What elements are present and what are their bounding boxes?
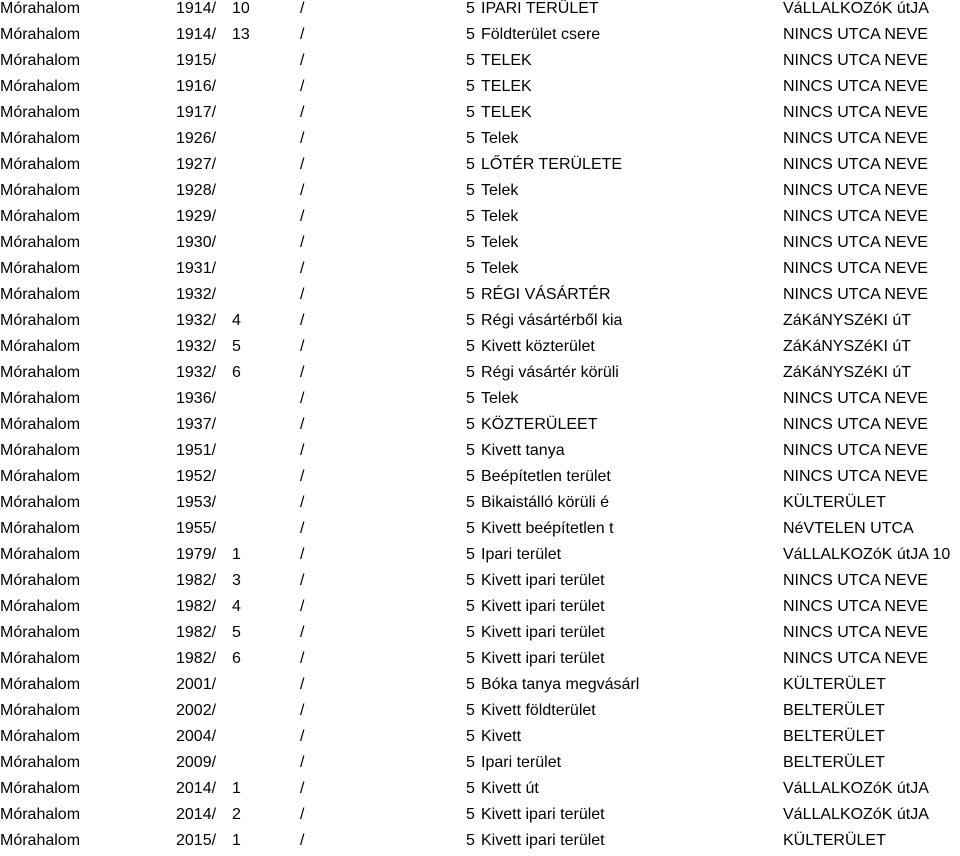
table-row — [0, 232, 960, 258]
table-row — [0, 674, 960, 700]
street-cell: ZáKáNYSZéKI úT — [783, 312, 912, 329]
description-cell: Kivett tanya — [481, 442, 565, 459]
share-number-cell: 5 — [466, 260, 475, 277]
street-cell: NINCS UTCA NEVE — [783, 598, 928, 615]
share-number-cell: 5 — [466, 182, 475, 199]
city-cell: Mórahalom — [0, 182, 81, 199]
description-cell: IPARI TERÜLET — [481, 0, 599, 17]
description-cell: Kivett ipari terület — [481, 806, 605, 823]
separator-cell: / — [300, 468, 305, 485]
description-cell: Telek — [481, 208, 519, 225]
separator-cell: / — [300, 546, 305, 563]
share-number-cell: 5 — [466, 286, 475, 303]
lot-number-cell: 1953/ — [176, 494, 217, 511]
separator-cell: / — [300, 234, 305, 251]
description-cell: Bikaistálló körüli é — [481, 494, 610, 511]
sub-number-cell: 4 — [232, 598, 241, 615]
description-cell: KÖZTERÜLEET — [481, 416, 598, 433]
lot-number-cell: 2009/ — [176, 754, 217, 771]
table-row — [0, 362, 960, 388]
city-cell: Mórahalom — [0, 494, 81, 511]
description-cell: Kivett ipari terület — [481, 572, 605, 589]
city-cell: Mórahalom — [0, 754, 81, 771]
lot-number-cell: 2015/ — [176, 832, 217, 849]
lot-number-cell: 2002/ — [176, 702, 217, 719]
table-row — [0, 804, 960, 830]
street-cell: NINCS UTCA NEVE — [783, 208, 928, 225]
description-cell: Kivett ipari terület — [481, 650, 605, 667]
table-row — [0, 648, 960, 674]
lot-number-cell: 1916/ — [176, 78, 217, 95]
separator-cell: / — [300, 650, 305, 667]
lot-number-cell: 2004/ — [176, 728, 217, 745]
street-cell: KÜLTERÜLET — [783, 676, 886, 693]
sub-number-cell: 5 — [232, 338, 241, 355]
share-number-cell: 5 — [466, 806, 475, 823]
table-row — [0, 206, 960, 232]
share-number-cell: 5 — [466, 416, 475, 433]
street-cell: NINCS UTCA NEVE — [783, 234, 928, 251]
table-row — [0, 778, 960, 804]
table-row — [0, 414, 960, 440]
description-cell: Beépítetlen terület — [481, 468, 611, 485]
share-number-cell: 5 — [466, 650, 475, 667]
street-cell: VáLLALKOZóK útJA — [783, 0, 929, 17]
lot-number-cell: 1929/ — [176, 208, 217, 225]
table-row — [0, 102, 960, 128]
lot-number-cell: 1932/ — [176, 312, 217, 329]
city-cell: Mórahalom — [0, 780, 81, 797]
share-number-cell: 5 — [466, 546, 475, 563]
street-cell: NINCS UTCA NEVE — [783, 26, 928, 43]
share-number-cell: 5 — [466, 468, 475, 485]
table-row — [0, 0, 960, 24]
city-cell: Mórahalom — [0, 806, 81, 823]
separator-cell: / — [300, 338, 305, 355]
description-cell: Kivett ipari terület — [481, 624, 605, 641]
sub-number-cell: 13 — [232, 26, 250, 43]
share-number-cell: 5 — [466, 130, 475, 147]
city-cell: Mórahalom — [0, 572, 81, 589]
city-cell: Mórahalom — [0, 312, 81, 329]
description-cell: Régi vásártér körüli — [481, 364, 619, 381]
sub-number-cell: 3 — [232, 572, 241, 589]
lot-number-cell: 2014/ — [176, 806, 217, 823]
table-row — [0, 492, 960, 518]
street-cell: NINCS UTCA NEVE — [783, 130, 928, 147]
separator-cell: / — [300, 0, 305, 17]
separator-cell: / — [300, 598, 305, 615]
street-cell: NINCS UTCA NEVE — [783, 442, 928, 459]
separator-cell: / — [300, 260, 305, 277]
description-cell: Telek — [481, 234, 519, 251]
city-cell: Mórahalom — [0, 390, 81, 407]
city-cell: Mórahalom — [0, 624, 81, 641]
table-row — [0, 752, 960, 778]
street-cell: BELTERÜLET — [783, 754, 885, 771]
street-cell: NéVTELEN UTCA — [783, 520, 914, 537]
share-number-cell: 5 — [466, 338, 475, 355]
separator-cell: / — [300, 52, 305, 69]
sub-number-cell: 5 — [232, 624, 241, 641]
city-cell: Mórahalom — [0, 546, 81, 563]
description-cell: Ipari terület — [481, 546, 562, 563]
description-cell: Kivett ipari terület — [481, 832, 605, 849]
share-number-cell: 5 — [466, 234, 475, 251]
street-cell: VáLLALKOZóK útJA 10 — [783, 546, 951, 563]
share-number-cell: 5 — [466, 572, 475, 589]
separator-cell: / — [300, 780, 305, 797]
share-number-cell: 5 — [466, 442, 475, 459]
description-cell: Telek — [481, 182, 519, 199]
city-cell: Mórahalom — [0, 78, 81, 95]
separator-cell: / — [300, 702, 305, 719]
lot-number-cell: 1936/ — [176, 390, 217, 407]
lot-number-cell: 1917/ — [176, 104, 217, 121]
city-cell: Mórahalom — [0, 598, 81, 615]
street-cell: NINCS UTCA NEVE — [783, 104, 928, 121]
city-cell: Mórahalom — [0, 286, 81, 303]
description-cell: Kivett ipari terület — [481, 598, 605, 615]
description-cell: Kivett — [481, 728, 522, 745]
table-row — [0, 180, 960, 206]
description-cell: Kivett út — [481, 780, 539, 797]
street-cell: NINCS UTCA NEVE — [783, 78, 928, 95]
table-row — [0, 726, 960, 752]
share-number-cell: 5 — [466, 208, 475, 225]
separator-cell: / — [300, 104, 305, 121]
table-row — [0, 830, 960, 856]
description-cell: Ipari terület — [481, 754, 562, 771]
share-number-cell: 5 — [466, 780, 475, 797]
description-cell: Kivett közterület — [481, 338, 595, 355]
description-cell: Telek — [481, 260, 519, 277]
description-cell: Telek — [481, 130, 519, 147]
lot-number-cell: 1982/ — [176, 572, 217, 589]
table-row — [0, 258, 960, 284]
lot-number-cell: 1928/ — [176, 182, 217, 199]
lot-number-cell: 1982/ — [176, 650, 217, 667]
street-cell: VáLLALKOZóK útJA — [783, 780, 929, 797]
city-cell: Mórahalom — [0, 130, 81, 147]
street-cell: NINCS UTCA NEVE — [783, 52, 928, 69]
street-cell: KÜLTERÜLET — [783, 494, 886, 511]
street-cell: NINCS UTCA NEVE — [783, 650, 928, 667]
share-number-cell: 5 — [466, 312, 475, 329]
lot-number-cell: 1955/ — [176, 520, 217, 537]
separator-cell: / — [300, 806, 305, 823]
table-row — [0, 310, 960, 336]
description-cell: Kivett földterület — [481, 702, 596, 719]
lot-number-cell: 1937/ — [176, 416, 217, 433]
share-number-cell: 5 — [466, 390, 475, 407]
separator-cell: / — [300, 676, 305, 693]
share-number-cell: 5 — [466, 104, 475, 121]
table-row — [0, 50, 960, 76]
sub-number-cell: 2 — [232, 806, 241, 823]
description-cell: Régi vásártérből kia — [481, 312, 623, 329]
lot-number-cell: 1915/ — [176, 52, 217, 69]
table-row — [0, 700, 960, 726]
street-cell: NINCS UTCA NEVE — [783, 156, 928, 173]
city-cell: Mórahalom — [0, 234, 81, 251]
city-cell: Mórahalom — [0, 156, 81, 173]
city-cell: Mórahalom — [0, 520, 81, 537]
description-cell: Földterület csere — [481, 26, 601, 43]
city-cell: Mórahalom — [0, 338, 81, 355]
city-cell: Mórahalom — [0, 208, 81, 225]
city-cell: Mórahalom — [0, 26, 81, 43]
table-row — [0, 622, 960, 648]
share-number-cell: 5 — [466, 0, 475, 17]
city-cell: Mórahalom — [0, 442, 81, 459]
street-cell: VáLLALKOZóK útJA — [783, 806, 929, 823]
lot-number-cell: 1926/ — [176, 130, 217, 147]
separator-cell: / — [300, 208, 305, 225]
sub-number-cell: 6 — [232, 364, 241, 381]
city-cell: Mórahalom — [0, 0, 81, 17]
sub-number-cell: 1 — [232, 780, 241, 797]
city-cell: Mórahalom — [0, 676, 81, 693]
separator-cell: / — [300, 26, 305, 43]
share-number-cell: 5 — [466, 728, 475, 745]
lot-number-cell: 1931/ — [176, 260, 217, 277]
lot-number-cell: 1982/ — [176, 624, 217, 641]
separator-cell: / — [300, 182, 305, 199]
street-cell: NINCS UTCA NEVE — [783, 182, 928, 199]
table-row — [0, 388, 960, 414]
table-row — [0, 440, 960, 466]
sub-number-cell: 10 — [232, 0, 250, 17]
street-cell: ZáKáNYSZéKI úT — [783, 338, 912, 355]
city-cell: Mórahalom — [0, 728, 81, 745]
table-row — [0, 284, 960, 310]
separator-cell: / — [300, 130, 305, 147]
separator-cell: / — [300, 390, 305, 407]
street-cell: ZáKáNYSZéKI úT — [783, 364, 912, 381]
street-cell: BELTERÜLET — [783, 728, 885, 745]
sub-number-cell: 1 — [232, 832, 241, 849]
sub-number-cell: 4 — [232, 312, 241, 329]
description-cell: Kivett beépítetlen t — [481, 520, 614, 537]
share-number-cell: 5 — [466, 78, 475, 95]
separator-cell: / — [300, 754, 305, 771]
separator-cell: / — [300, 494, 305, 511]
lot-number-cell: 1930/ — [176, 234, 217, 251]
separator-cell: / — [300, 286, 305, 303]
separator-cell: / — [300, 442, 305, 459]
lot-number-cell: 1932/ — [176, 286, 217, 303]
lot-number-cell: 2001/ — [176, 676, 217, 693]
city-cell: Mórahalom — [0, 832, 81, 849]
share-number-cell: 5 — [466, 52, 475, 69]
lot-number-cell: 1927/ — [176, 156, 217, 173]
table-row — [0, 518, 960, 544]
share-number-cell: 5 — [466, 624, 475, 641]
lot-number-cell: 1982/ — [176, 598, 217, 615]
city-cell: Mórahalom — [0, 104, 81, 121]
description-cell: TELEK — [481, 104, 532, 121]
street-cell: NINCS UTCA NEVE — [783, 624, 928, 641]
separator-cell: / — [300, 520, 305, 537]
description-cell: TELEK — [481, 78, 532, 95]
share-number-cell: 5 — [466, 156, 475, 173]
separator-cell: / — [300, 312, 305, 329]
street-cell: NINCS UTCA NEVE — [783, 286, 928, 303]
table-row — [0, 466, 960, 492]
share-number-cell: 5 — [466, 754, 475, 771]
description-cell: RÉGI VÁSÁRTÉR — [481, 286, 611, 303]
separator-cell: / — [300, 624, 305, 641]
city-cell: Mórahalom — [0, 650, 81, 667]
street-cell: BELTERÜLET — [783, 702, 885, 719]
share-number-cell: 5 — [466, 598, 475, 615]
street-cell: KÜLTERÜLET — [783, 832, 886, 849]
lot-number-cell: 2014/ — [176, 780, 217, 797]
share-number-cell: 5 — [466, 676, 475, 693]
table-row — [0, 76, 960, 102]
lot-number-cell: 1932/ — [176, 338, 217, 355]
share-number-cell: 5 — [466, 702, 475, 719]
separator-cell: / — [300, 156, 305, 173]
street-cell: NINCS UTCA NEVE — [783, 260, 928, 277]
city-cell: Mórahalom — [0, 416, 81, 433]
sub-number-cell: 1 — [232, 546, 241, 563]
share-number-cell: 5 — [466, 832, 475, 849]
table-row — [0, 128, 960, 154]
share-number-cell: 5 — [466, 26, 475, 43]
sub-number-cell: 6 — [232, 650, 241, 667]
separator-cell: / — [300, 728, 305, 745]
table-row — [0, 154, 960, 180]
separator-cell: / — [300, 572, 305, 589]
lot-number-cell: 1914/ — [176, 0, 217, 17]
table-row — [0, 570, 960, 596]
street-cell: NINCS UTCA NEVE — [783, 468, 928, 485]
city-cell: Mórahalom — [0, 702, 81, 719]
street-cell: NINCS UTCA NEVE — [783, 416, 928, 433]
table-row — [0, 544, 960, 570]
lot-number-cell: 1951/ — [176, 442, 217, 459]
city-cell: Mórahalom — [0, 260, 81, 277]
street-cell: NINCS UTCA NEVE — [783, 572, 928, 589]
separator-cell: / — [300, 832, 305, 849]
table-row — [0, 336, 960, 362]
share-number-cell: 5 — [466, 494, 475, 511]
separator-cell: / — [300, 364, 305, 381]
street-cell: NINCS UTCA NEVE — [783, 390, 928, 407]
table-row — [0, 24, 960, 50]
city-cell: Mórahalom — [0, 52, 81, 69]
share-number-cell: 5 — [466, 364, 475, 381]
city-cell: Mórahalom — [0, 468, 81, 485]
separator-cell: / — [300, 416, 305, 433]
lot-number-cell: 1979/ — [176, 546, 217, 563]
lot-number-cell: 1914/ — [176, 26, 217, 43]
share-number-cell: 5 — [466, 520, 475, 537]
table-row — [0, 596, 960, 622]
description-cell: TELEK — [481, 52, 532, 69]
description-cell: Telek — [481, 390, 519, 407]
lot-number-cell: 1932/ — [176, 364, 217, 381]
city-cell: Mórahalom — [0, 364, 81, 381]
lot-number-cell: 1952/ — [176, 468, 217, 485]
description-cell: Bóka tanya megvásárl — [481, 676, 640, 693]
description-cell: LŐTÉR TERÜLETE — [481, 156, 623, 173]
separator-cell: / — [300, 78, 305, 95]
